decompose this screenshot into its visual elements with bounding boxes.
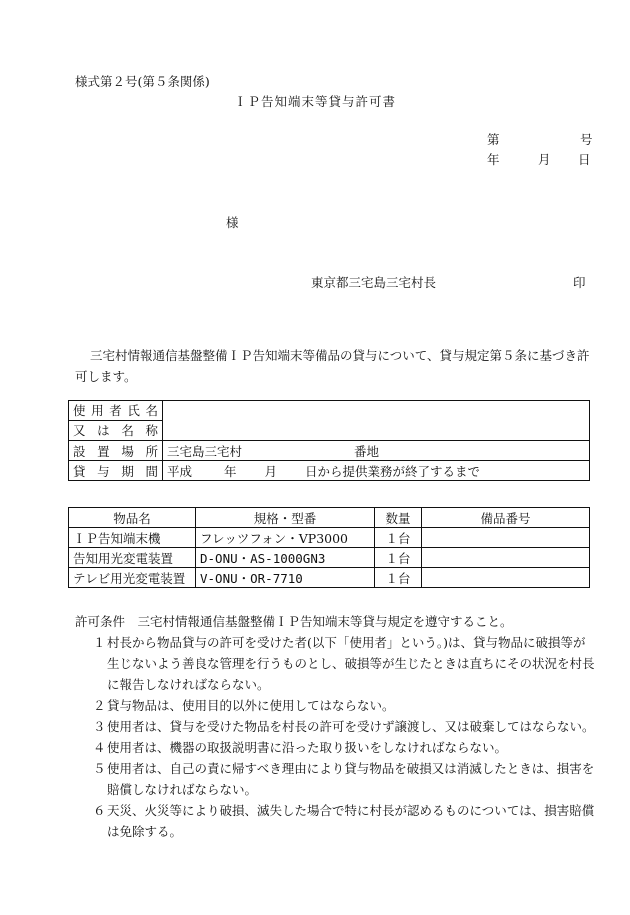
user-info-table <box>68 400 590 481</box>
seal-mark: 印 <box>573 275 586 290</box>
item-asset-number <box>422 568 590 588</box>
item-asset-number <box>422 528 590 548</box>
item-quantity: １台 <box>375 528 422 548</box>
period-label: 貸与期間 <box>69 461 163 481</box>
condition-text: 村長から物品貸与の許可を受けた者(以下「使用者」という。)は、貸与物品に破損等が生じないよう善良な管理を行うものとし、破損等が生じたときは直ちにその状況を村長に報告しなければならない。 <box>107 635 595 692</box>
condition-number: ３ <box>93 719 106 734</box>
user-name-label-line2: 又は名称 <box>73 423 158 438</box>
addressee-suffix: 様 <box>226 215 239 230</box>
item-model: フレッツフォン・VP3000 <box>196 528 375 548</box>
header-item-name: 物品名 <box>69 508 196 528</box>
location-lot: 番地 <box>354 443 380 459</box>
condition-item <box>75 800 595 842</box>
condition-number: ５ <box>93 761 106 776</box>
condition-item <box>75 716 595 737</box>
period-rest: 日から提供業務が終了するまで <box>305 463 481 479</box>
period-value <box>163 461 590 481</box>
item-asset-number <box>422 548 590 568</box>
condition-item <box>75 758 595 800</box>
period-year: 年 <box>224 463 237 479</box>
item-quantity: １台 <box>375 568 422 588</box>
header-quantity: 数量 <box>375 508 422 528</box>
user-name-label-line1: 使用者氏名 <box>73 403 158 418</box>
date-month: 月 <box>538 152 551 167</box>
number-suffix: 号 <box>580 132 593 147</box>
condition-number: ６ <box>93 803 106 818</box>
user-name-label-alt <box>69 421 163 441</box>
item-name: テレビ用光変電装置 <box>69 568 196 588</box>
location-village: 三宅島三宅村 <box>167 443 243 459</box>
user-name-value <box>163 401 590 441</box>
location-value <box>163 441 590 461</box>
condition-item <box>75 737 595 758</box>
date-year: 年 <box>487 152 500 167</box>
condition-text: 使用者は、貸与を受けた物品を村長の許可を受けず譲渡し、又は破棄してはならない。 <box>107 719 595 734</box>
condition-text: 天災、火災等により破損、滅失した場合で特に村長が認めるものについては、損害賠償は免除する。 <box>107 803 595 839</box>
permission-conditions <box>75 611 595 842</box>
condition-number: ２ <box>93 698 106 713</box>
form-number: 様式第２号(第５条関係) <box>75 74 210 89</box>
number-prefix: 第 <box>487 132 500 147</box>
issuer-name: 東京都三宅島三宅村長 <box>311 275 437 290</box>
table-row <box>69 548 590 568</box>
table-header-row <box>69 508 590 528</box>
conditions-heading: 許可条件 三宅村情報通信基盤整備ＩＰ告知端末等貸与規定を遵守すること。 <box>75 614 513 629</box>
condition-item <box>75 632 595 695</box>
item-model: V-ONU・OR-7710 <box>196 568 375 588</box>
permission-statement: 三宅村情報通信基盤整備ＩＰ告知端末等備品の貸与について、貸与規定第５条に基づき許可します。 <box>75 348 590 384</box>
header-model: 規格・型番 <box>196 508 375 528</box>
table-row <box>69 528 590 548</box>
user-name-label <box>69 401 163 421</box>
document-title: ＩＰ告知端末等貸与許可書 <box>233 94 396 109</box>
condition-number: ４ <box>93 740 106 755</box>
table-row <box>69 568 590 588</box>
date-day: 日 <box>578 152 591 167</box>
condition-text: 使用者は、機器の取扱説明書に沿った取り扱いをしなければならない。 <box>107 740 508 755</box>
table-row <box>69 461 590 481</box>
condition-text: 貸与物品は、使用目的以外に使用してはならない。 <box>107 698 395 713</box>
location-label: 設置場所 <box>69 441 163 461</box>
item-model: D-ONU・AS-1000GN3 <box>196 548 375 568</box>
table-row <box>69 401 590 421</box>
header-asset-number: 備品番号 <box>422 508 590 528</box>
item-name: ＩＰ告知端末機 <box>69 528 196 548</box>
period-era: 平成 <box>167 463 193 479</box>
condition-text: 使用者は、自己の責に帰すべき理由により貸与物品を破損又は消滅したときは、損害を賠償しなければならない。 <box>107 761 595 797</box>
condition-item <box>75 695 595 716</box>
condition-number: １ <box>93 635 106 650</box>
item-name: 告知用光変電装置 <box>69 548 196 568</box>
table-row <box>69 441 590 461</box>
period-month: 月 <box>264 463 278 479</box>
items-table <box>68 507 590 588</box>
item-quantity: １台 <box>375 548 422 568</box>
